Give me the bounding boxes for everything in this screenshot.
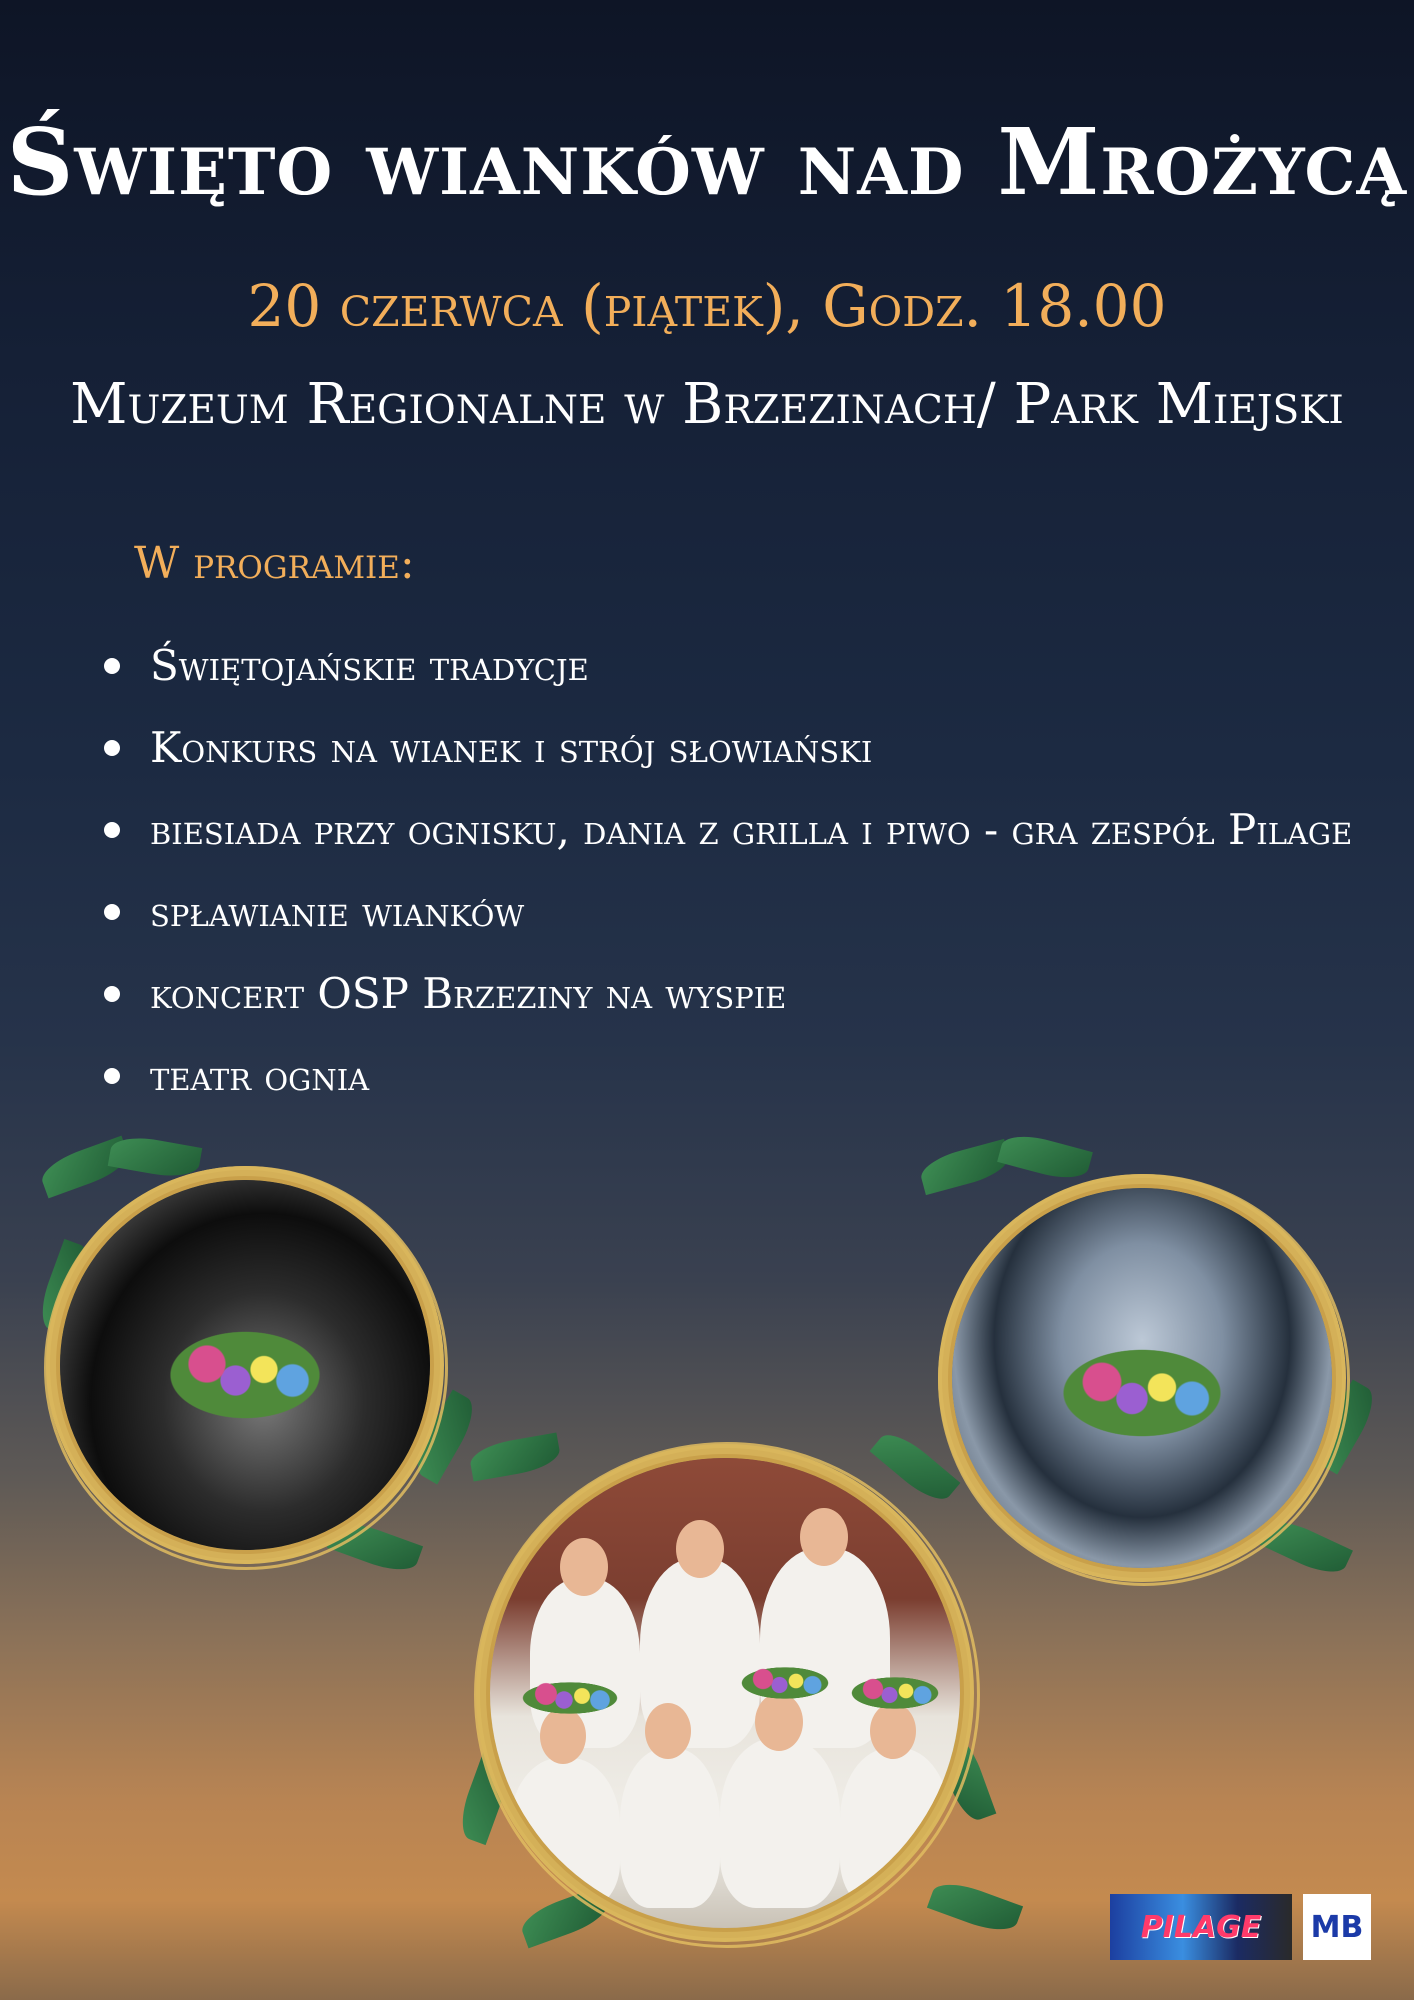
- bullet-icon: [104, 822, 120, 838]
- pilage-logo: [1110, 1894, 1292, 1960]
- bullet-icon: [104, 904, 120, 920]
- flower-wreath-icon: [1042, 1338, 1242, 1448]
- girls-in-wreaths-photo: [490, 1458, 960, 1928]
- program-item-label: Konkurs na wianek i strój słowiański: [150, 723, 873, 772]
- bullet-icon: [104, 1068, 120, 1084]
- museum-logo-text: MB: [1310, 1909, 1364, 1945]
- face: [676, 1520, 724, 1578]
- program-heading: W programie:: [134, 538, 415, 589]
- girl-figure: [720, 1738, 840, 1908]
- leaf-decoration: [468, 1432, 563, 1481]
- girl-figure: [620, 1748, 720, 1908]
- museum-logo: [1303, 1894, 1371, 1960]
- program-item-label: biesiada przy ognisku, dania z grilla i piwo - gra zespół Pilage: [150, 805, 1353, 854]
- program-item-label: koncert OSP Brzeziny na wyspie: [150, 969, 787, 1018]
- face: [560, 1538, 608, 1596]
- bullet-icon: [104, 986, 120, 1002]
- program-item: [100, 964, 1352, 1046]
- event-title: Święto wianków nad Mrożycą: [6, 108, 1408, 216]
- program-item: [100, 636, 1352, 718]
- flower-wreath-icon: [730, 1663, 840, 1703]
- program-list: [100, 636, 1352, 1128]
- pilage-logo-text: PILAGE: [1140, 1909, 1262, 1945]
- program-item: [100, 882, 1352, 964]
- program-item: [100, 1046, 1352, 1128]
- girl-figure: [510, 1758, 620, 1908]
- program-item-label: Świętojańskie tradycje: [150, 641, 589, 690]
- face: [800, 1508, 848, 1566]
- program-item: [100, 718, 1352, 800]
- wreath-on-water-photo: [60, 1180, 430, 1550]
- bullet-icon: [104, 658, 120, 674]
- event-date: 20 czerwca (piątek), Godz. 18.00: [247, 272, 1167, 340]
- flower-wreath-icon: [150, 1320, 340, 1430]
- leaf-decoration: [917, 1139, 1013, 1195]
- program-item-label: teatr ognia: [150, 1051, 370, 1100]
- program-item-label: spławianie wianków: [150, 887, 525, 936]
- flower-wreath-icon: [840, 1673, 950, 1713]
- program-item: [100, 800, 1352, 882]
- wreath-on-water-photo: [952, 1188, 1332, 1568]
- girl-figure: [840, 1748, 950, 1908]
- bullet-icon: [104, 740, 120, 756]
- event-venue: Muzeum Regionalne w Brzezinach/ Park Miejski: [70, 372, 1344, 437]
- face: [645, 1703, 691, 1759]
- leaf-decoration: [997, 1129, 1093, 1185]
- flower-wreath-icon: [510, 1678, 630, 1718]
